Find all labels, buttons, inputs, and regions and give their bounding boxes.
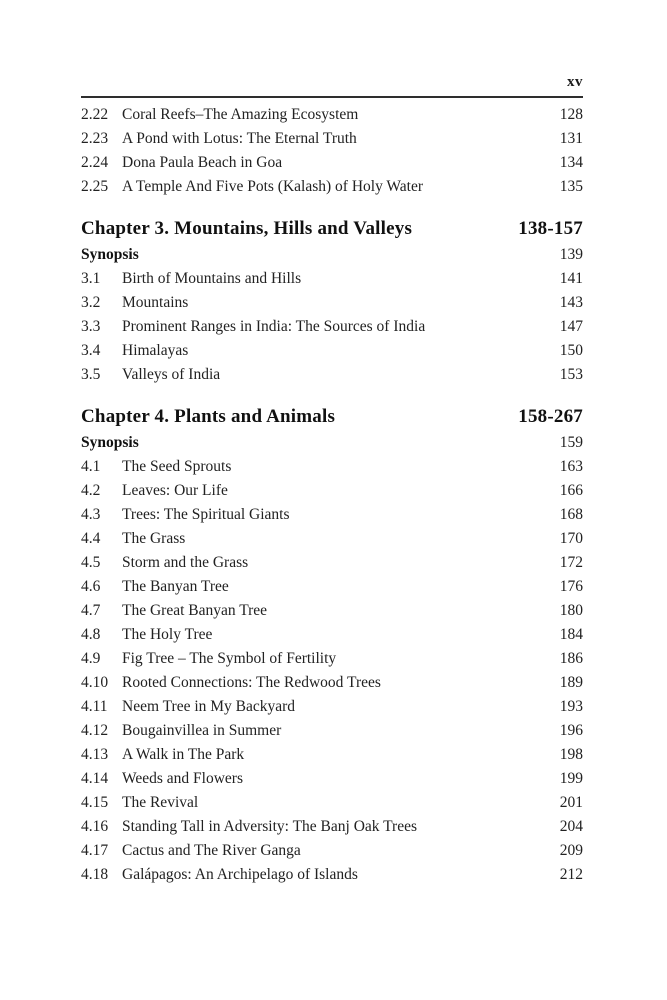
entry-number: 4.10: [81, 674, 109, 691]
entry-page: 184: [559, 626, 583, 643]
entry-number: 4.18: [81, 866, 109, 883]
toc-entry-row: [81, 743, 583, 767]
entry-title: Fig Tree – The Symbol of Fertility: [122, 650, 337, 667]
toc-entry-row: [81, 339, 583, 363]
synopsis-label: Synopsis: [81, 246, 139, 263]
header-rule: [81, 96, 583, 98]
synopsis-row: [81, 243, 583, 267]
entry-number: 4.12: [81, 722, 109, 739]
entry-number: 4.7: [81, 602, 101, 619]
chapter-title: Chapter 3. Mountains, Hills and Valleys: [81, 218, 413, 239]
entry-number: 4.2: [81, 482, 101, 499]
toc-entry-row: [81, 103, 583, 127]
entry-page: 147: [559, 318, 583, 335]
entry-page: 189: [559, 674, 583, 691]
toc-entry-row: [81, 671, 583, 695]
entry-number: 4.14: [81, 770, 109, 787]
entry-title: Valleys of India: [122, 366, 221, 383]
entry-page: 180: [559, 602, 583, 619]
entry-title: The Banyan Tree: [122, 578, 229, 595]
synopsis-page: 159: [559, 434, 583, 451]
entry-title: Rooted Connections: The Redwood Trees: [122, 674, 381, 691]
synopsis-page: 139: [559, 246, 583, 263]
entry-number: 3.1: [81, 270, 101, 287]
entry-number: 4.1: [81, 458, 101, 475]
toc-entry-row: [81, 863, 583, 887]
entry-page: 193: [559, 698, 583, 715]
toc-entry-row: [81, 291, 583, 315]
toc-entry-row: [81, 127, 583, 151]
entry-title: The Grass: [122, 530, 186, 547]
entry-number: 4.16: [81, 818, 109, 835]
entry-title: Weeds and Flowers: [122, 770, 244, 787]
synopsis-label: Synopsis: [81, 434, 139, 451]
toc-entry-row: [81, 363, 583, 387]
entry-page: 201: [559, 794, 583, 811]
chapter-heading: [81, 403, 583, 431]
entry-number: 4.15: [81, 794, 109, 811]
toc-entry-row: [81, 767, 583, 791]
entry-number: 4.3: [81, 506, 101, 523]
toc-entry-row: [81, 503, 583, 527]
entry-title: Mountains: [122, 294, 189, 311]
entry-title: Prominent Ranges in India: The Sources of India: [122, 318, 426, 335]
entry-number: 2.22: [81, 106, 109, 123]
entry-page: 198: [559, 746, 583, 763]
entry-number: 4.5: [81, 554, 101, 571]
entry-page: 166: [559, 482, 583, 499]
chapter-heading: [81, 215, 583, 243]
chapter-title: Chapter 4. Plants and Animals: [81, 406, 336, 427]
entry-page: 150: [559, 342, 583, 359]
entry-page: 186: [559, 650, 583, 667]
toc-entry-row: [81, 551, 583, 575]
toc-entry-row: [81, 479, 583, 503]
toc-entry-row: [81, 623, 583, 647]
toc-entry-row: [81, 647, 583, 671]
entry-number: 3.2: [81, 294, 101, 311]
entry-title: Bougainvillea in Summer: [122, 722, 282, 739]
toc-entry-row: [81, 315, 583, 339]
entry-page: 176: [559, 578, 583, 595]
entry-title: Cactus and The River Ganga: [122, 842, 301, 859]
entry-title: Himalayas: [122, 342, 189, 359]
entry-page: 204: [559, 818, 583, 835]
entry-page: 170: [559, 530, 583, 547]
toc-entry-row: [81, 575, 583, 599]
entry-page: 199: [559, 770, 583, 787]
entry-number: 2.23: [81, 130, 109, 147]
entry-number: 4.6: [81, 578, 101, 595]
entry-title: Leaves: Our Life: [122, 482, 228, 499]
toc-entry-row: [81, 839, 583, 863]
entry-page: 131: [559, 130, 583, 147]
entry-title: Trees: The Spiritual Giants: [122, 506, 290, 523]
entry-page: 134: [559, 154, 583, 171]
entry-title: The Great Banyan Tree: [122, 602, 268, 619]
entry-number: 4.11: [81, 698, 108, 715]
entry-number: 3.4: [81, 342, 101, 359]
entry-title: Standing Tall in Adversity: The Banj Oak Trees: [122, 818, 417, 835]
entry-title: Coral Reefs–The Amazing Ecosystem: [122, 106, 359, 123]
toc-entry-row: [81, 455, 583, 479]
toc-entry-row: [81, 719, 583, 743]
entry-title: Galápagos: An Archipelago of Islands: [122, 866, 358, 883]
entry-title: The Seed Sprouts: [122, 458, 232, 475]
entry-number: 4.13: [81, 746, 109, 763]
entry-title: A Walk in The Park: [122, 746, 245, 763]
entry-number: 4.9: [81, 650, 101, 667]
entry-page: 212: [559, 866, 583, 883]
synopsis-row: [81, 431, 583, 455]
entry-title: Birth of Mountains and Hills: [122, 270, 302, 287]
entry-number: 3.3: [81, 318, 101, 335]
toc-content: [81, 72, 583, 887]
entry-page: 196: [559, 722, 583, 739]
toc-entry-row: [81, 175, 583, 199]
entry-title: Dona Paula Beach in Goa: [122, 154, 283, 171]
toc-list: [81, 103, 583, 887]
toc-entry-row: [81, 599, 583, 623]
entry-page: 168: [559, 506, 583, 523]
entry-title: Storm and the Grass: [122, 554, 249, 571]
chapter-page-range: 158-267: [518, 406, 583, 427]
toc-entry-row: [81, 527, 583, 551]
entry-page: 143: [559, 294, 583, 311]
entry-page: 163: [559, 458, 583, 475]
toc-entry-row: [81, 791, 583, 815]
entry-page: 135: [559, 178, 583, 195]
toc-entry-row: [81, 267, 583, 291]
entry-number: 3.5: [81, 366, 101, 383]
entry-page: 209: [559, 842, 583, 859]
entry-page: 172: [559, 554, 583, 571]
toc-entry-row: [81, 815, 583, 839]
entry-title: The Revival: [122, 794, 199, 811]
entry-number: 4.8: [81, 626, 101, 643]
entry-number: 4.4: [81, 530, 101, 547]
entry-title: A Pond with Lotus: The Eternal Truth: [122, 130, 357, 147]
entry-page: 153: [559, 366, 583, 383]
entry-number: 2.24: [81, 154, 109, 171]
page-number-folio: xv: [567, 74, 583, 90]
entry-number: 2.25: [81, 178, 109, 195]
toc-entry-row: [81, 151, 583, 175]
entry-title: A Temple And Five Pots (Kalash) of Holy Water: [122, 178, 424, 195]
entry-title: Neem Tree in My Backyard: [122, 698, 296, 715]
entry-title: The Holy Tree: [122, 626, 213, 643]
entry-page: 128: [559, 106, 583, 123]
entry-page: 141: [559, 270, 583, 287]
toc-entry-row: [81, 695, 583, 719]
entry-number: 4.17: [81, 842, 109, 859]
chapter-page-range: 138-157: [518, 218, 583, 239]
